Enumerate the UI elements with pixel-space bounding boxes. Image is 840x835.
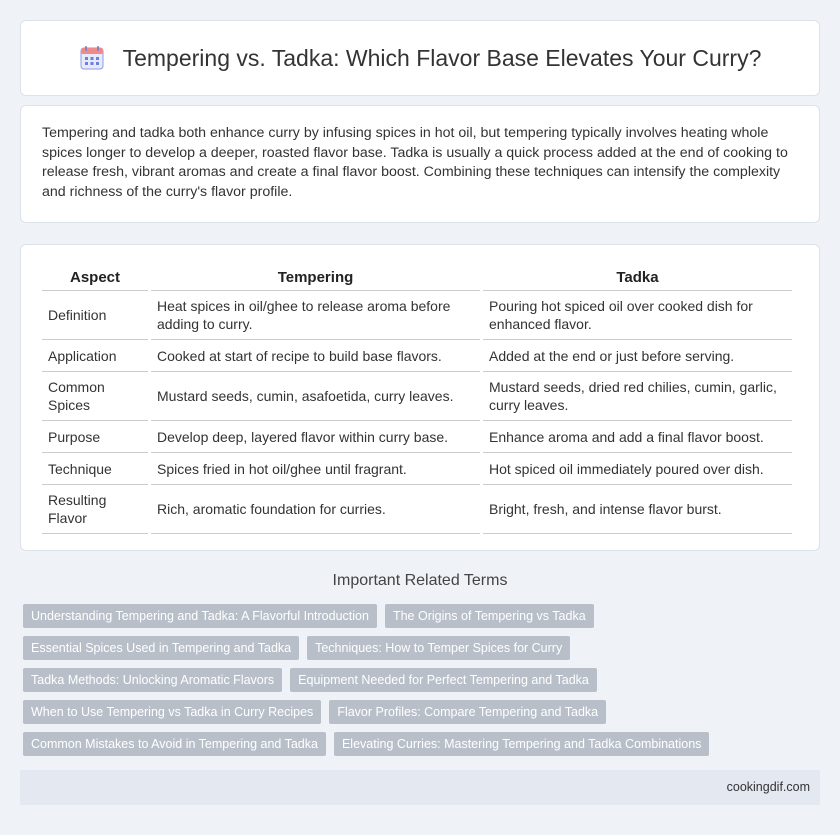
intro-paragraph: Tempering and tadka both enhance curry by infusing spices in hot oil, but tempering typically involves heating whole spices longer to develop a deeper, roasted flavor base. Tadka is usually a quick process added at the end of cooking to release fresh, vibrant aromas and create a final flavor boost. Combining these techniques can intensify the complexity and richness of the curry's flavor profile. (42, 125, 788, 200)
cell-tadka: Pouring hot spiced oil over cooked dish for enhanced flavor. (483, 291, 792, 340)
related-term-tag[interactable]: Elevating Curries: Mastering Tempering and Tadka Combinations (334, 732, 709, 756)
related-term-tag[interactable]: Flavor Profiles: Compare Tempering and Tadka (329, 700, 606, 724)
cell-tadka: Enhance aroma and add a final flavor boost. (483, 421, 792, 453)
calendar-icon (79, 45, 105, 71)
related-term-tag[interactable]: Techniques: How to Temper Spices for Curry (307, 636, 570, 660)
table-row (42, 372, 792, 421)
cell-aspect: Purpose (42, 421, 148, 453)
header-tadka: Tadka (483, 263, 792, 291)
footer-site-link[interactable]: cookingdif.com (726, 780, 810, 794)
cell-tadka: Bright, fresh, and intense flavor burst. (483, 485, 792, 534)
related-term-tag[interactable]: Essential Spices Used in Tempering and Tadka (23, 636, 299, 660)
table-row (42, 453, 792, 485)
table-row (42, 291, 792, 340)
table-row (42, 340, 792, 372)
related-term-tag[interactable]: Understanding Tempering and Tadka: A Flavorful Introduction (23, 604, 377, 628)
page-title: Tempering vs. Tadka: Which Flavor Base Elevates Your Curry? (122, 44, 762, 71)
comparison-table (39, 263, 795, 534)
footer-bar (20, 770, 820, 805)
table-header-row (42, 263, 792, 291)
cell-aspect: Resulting Flavor (42, 485, 148, 534)
title-wrap (79, 45, 762, 72)
related-term-tag[interactable]: Equipment Needed for Perfect Tempering and Tadka (290, 668, 597, 692)
related-term-tag[interactable]: Tadka Methods: Unlocking Aromatic Flavors (23, 668, 282, 692)
cell-tempering: Mustard seeds, cumin, asafoetida, curry leaves. (151, 372, 480, 421)
related-terms-title: Important Related Terms (332, 572, 508, 589)
cell-aspect: Technique (42, 453, 148, 485)
header-tempering: Tempering (151, 263, 480, 291)
cell-tadka: Hot spiced oil immediately poured over dish. (483, 453, 792, 485)
cell-tempering: Develop deep, layered flavor within curry base. (151, 421, 480, 453)
cell-tempering: Cooked at start of recipe to build base flavors. (151, 340, 480, 372)
cell-aspect: Definition (42, 291, 148, 340)
cell-tadka: Added at the end or just before serving. (483, 340, 792, 372)
cell-tempering: Heat spices in oil/ghee to release aroma before adding to curry. (151, 291, 480, 340)
cell-aspect: Common Spices (42, 372, 148, 421)
cell-aspect: Application (42, 340, 148, 372)
cell-tempering: Spices fried in hot oil/ghee until fragrant. (151, 453, 480, 485)
cell-tadka: Mustard seeds, dried red chilies, cumin, garlic, curry leaves. (483, 372, 792, 421)
header-aspect: Aspect (42, 263, 148, 291)
table-row (42, 485, 792, 534)
related-term-tag[interactable]: Common Mistakes to Avoid in Tempering and Tadka (23, 732, 326, 756)
cell-tempering: Rich, aromatic foundation for curries. (151, 485, 480, 534)
related-terms-list (23, 604, 823, 756)
related-term-tag[interactable]: The Origins of Tempering vs Tadka (385, 604, 594, 628)
intro-card (20, 105, 820, 223)
header-card (20, 20, 820, 96)
related-term-tag[interactable]: When to Use Tempering vs Tadka in Curry Recipes (23, 700, 321, 724)
comparison-table-card (20, 244, 820, 551)
table-row (42, 421, 792, 453)
